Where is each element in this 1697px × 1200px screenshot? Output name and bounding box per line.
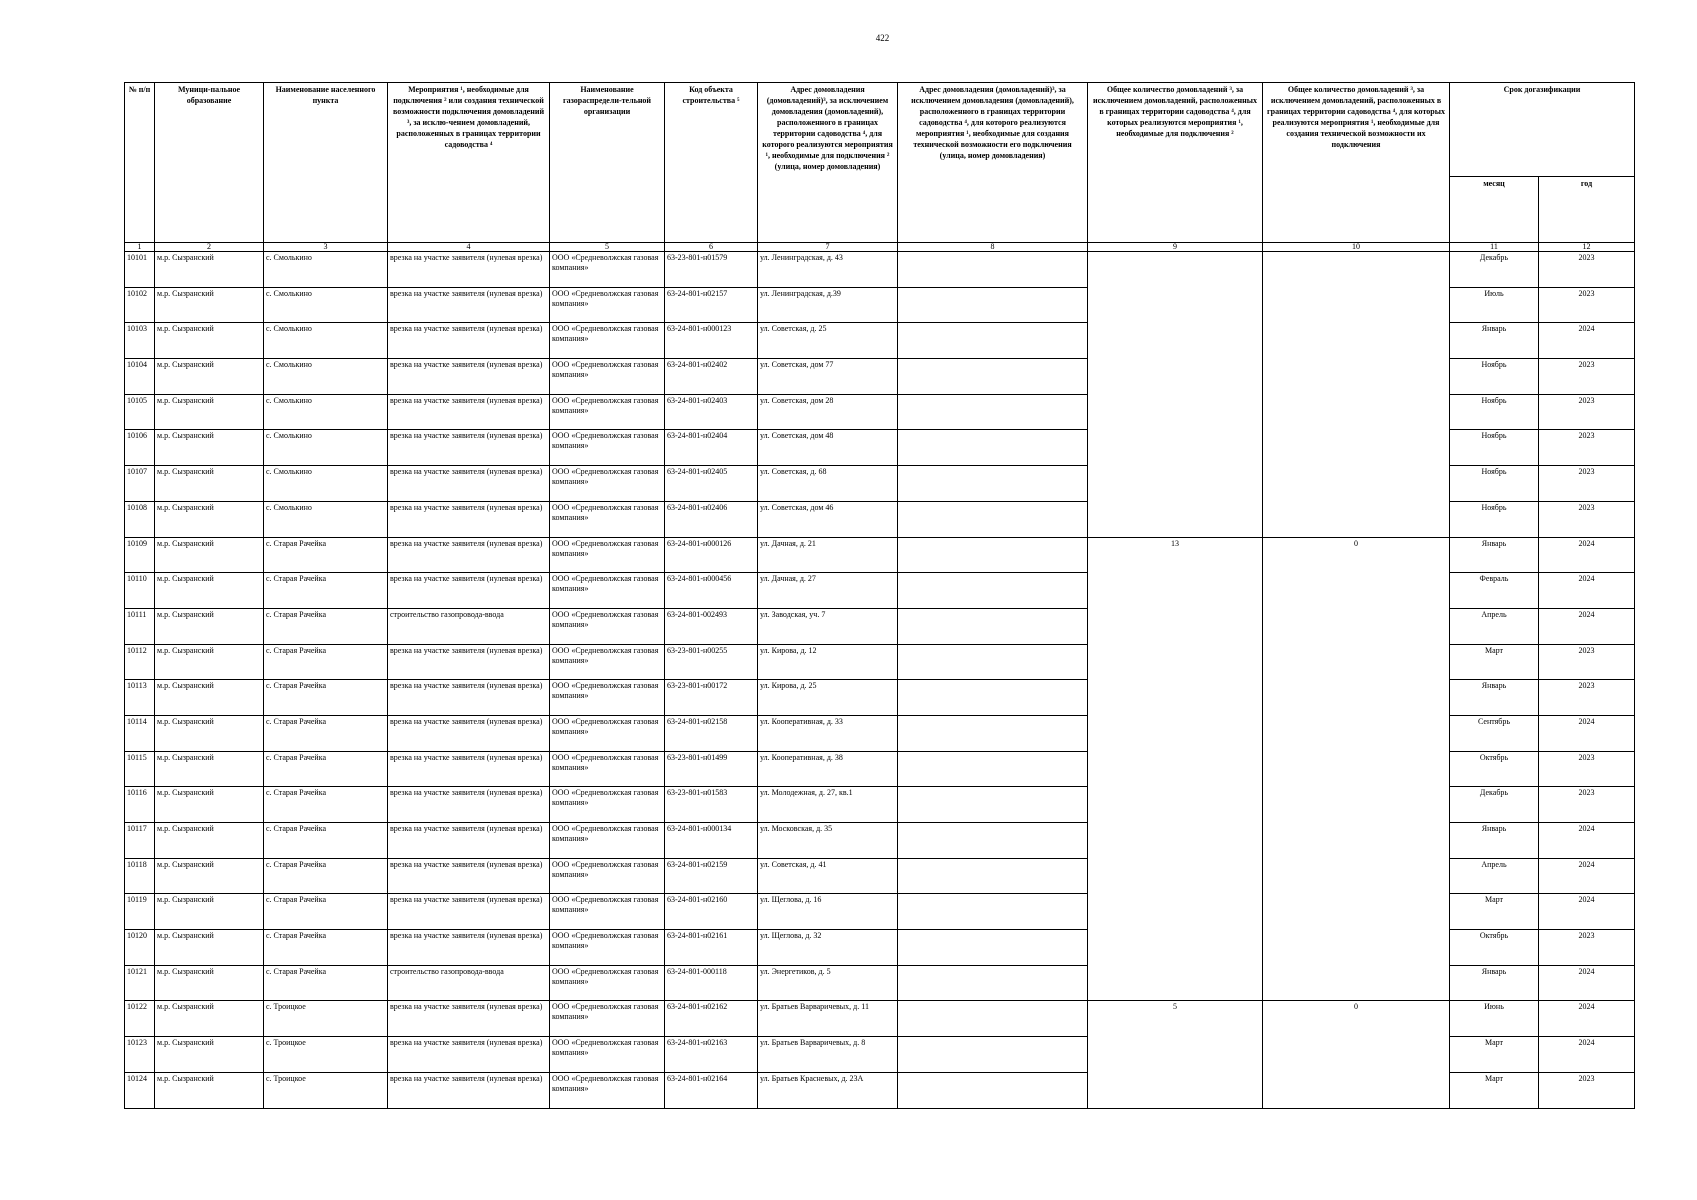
cell-measure: врезка на участке заявителя (нулевая врезка) bbox=[388, 394, 550, 430]
cell-number: 10102 bbox=[125, 287, 155, 323]
header-count-connect: Общее количество домовладений ³, за исключением домовладений, расположенных в границах территории садоводства ⁴, для которых реализуются мероприятия ¹, необходимые для подключения ² bbox=[1088, 83, 1263, 243]
cell-number: 10122 bbox=[125, 1001, 155, 1037]
header-settlement: Наименование населенного пункта bbox=[264, 83, 388, 243]
cell-month: Март bbox=[1450, 1037, 1539, 1073]
cell-municipality: м.р. Сызранский bbox=[155, 252, 264, 288]
cell-address: ул. Советская, дом 77 bbox=[758, 359, 898, 395]
cell-measure: врезка на участке заявителя (нулевая врезка) bbox=[388, 715, 550, 751]
cell-object-code: 63-23-801-н00255 bbox=[665, 644, 758, 680]
cell-object-code: 63-24-801-н02163 bbox=[665, 1037, 758, 1073]
cell-object-code: 63-23-801-н01579 bbox=[665, 252, 758, 288]
cell-settlement: с. Троицкое bbox=[264, 1001, 388, 1037]
cell-address-tech bbox=[898, 823, 1088, 859]
cell-year: 2024 bbox=[1539, 1037, 1635, 1073]
cell-measure: врезка на участке заявителя (нулевая врезка) bbox=[388, 787, 550, 823]
cell-address-tech bbox=[898, 715, 1088, 751]
header-object-code: Код объекта строительства ⁵ bbox=[665, 83, 758, 243]
column-number: 1 bbox=[125, 243, 155, 252]
cell-address-tech bbox=[898, 787, 1088, 823]
cell-month: Январь bbox=[1450, 823, 1539, 859]
table-body bbox=[125, 252, 1635, 1109]
cell-address: ул. Молодежная, д. 27, кв.1 bbox=[758, 787, 898, 823]
cell-settlement: с. Старая Рачейка bbox=[264, 823, 388, 859]
cell-object-code: 63-24-801-н02159 bbox=[665, 858, 758, 894]
cell-month: Февраль bbox=[1450, 573, 1539, 609]
cell-address-tech bbox=[898, 501, 1088, 537]
cell-measure: врезка на участке заявителя (нулевая врезка) bbox=[388, 430, 550, 466]
cell-address: ул. Советская, д. 25 bbox=[758, 323, 898, 359]
cell-municipality: м.р. Сызранский bbox=[155, 894, 264, 930]
cell-object-code: 63-24-801-н02160 bbox=[665, 894, 758, 930]
column-number: 5 bbox=[550, 243, 665, 252]
table-row bbox=[125, 252, 1635, 288]
cell-object-code: 63-24-801-н02406 bbox=[665, 501, 758, 537]
cell-year: 2024 bbox=[1539, 1001, 1635, 1037]
cell-municipality: м.р. Сызранский bbox=[155, 430, 264, 466]
cell-address: ул. Советская, дом 46 bbox=[758, 501, 898, 537]
cell-month: Июль bbox=[1450, 287, 1539, 323]
cell-year: 2023 bbox=[1539, 1072, 1635, 1108]
cell-municipality: м.р. Сызранский bbox=[155, 1037, 264, 1073]
cell-gas-organization: ООО «Средневолжская газовая компания» bbox=[550, 751, 665, 787]
cell-settlement: с. Старая Рачейка bbox=[264, 680, 388, 716]
cell-number: 10124 bbox=[125, 1072, 155, 1108]
column-number: 8 bbox=[898, 243, 1088, 252]
cell-address-tech bbox=[898, 573, 1088, 609]
cell-measure: врезка на участке заявителя (нулевая врезка) bbox=[388, 466, 550, 502]
table-row bbox=[125, 1001, 1635, 1037]
column-number: 10 bbox=[1263, 243, 1450, 252]
cell-month: Апрель bbox=[1450, 858, 1539, 894]
cell-gas-organization: ООО «Средневолжская газовая компания» bbox=[550, 787, 665, 823]
cell-settlement: с. Смолькино bbox=[264, 394, 388, 430]
cell-gas-organization: ООО «Средневолжская газовая компания» bbox=[550, 930, 665, 966]
cell-year: 2023 bbox=[1539, 644, 1635, 680]
header-month: месяц bbox=[1450, 177, 1539, 243]
cell-count-tech bbox=[1263, 252, 1450, 538]
cell-object-code: 63-24-801-н02403 bbox=[665, 394, 758, 430]
cell-year: 2024 bbox=[1539, 823, 1635, 859]
cell-settlement: с. Старая Рачейка bbox=[264, 715, 388, 751]
cell-year: 2024 bbox=[1539, 894, 1635, 930]
cell-address-tech bbox=[898, 1037, 1088, 1073]
cell-settlement: с. Троицкое bbox=[264, 1072, 388, 1108]
header-gas-organization: Наименование газораспредели-тельной организации bbox=[550, 83, 665, 243]
cell-count-connect: 13 bbox=[1088, 537, 1263, 1001]
cell-settlement: с. Смолькино bbox=[264, 359, 388, 395]
cell-municipality: м.р. Сызранский bbox=[155, 359, 264, 395]
cell-year: 2024 bbox=[1539, 608, 1635, 644]
cell-measure: врезка на участке заявителя (нулевая врезка) bbox=[388, 323, 550, 359]
cell-municipality: м.р. Сызранский bbox=[155, 323, 264, 359]
cell-number: 10123 bbox=[125, 1037, 155, 1073]
page-number: 422 bbox=[875, 33, 890, 43]
cell-month: Сентябрь bbox=[1450, 715, 1539, 751]
cell-object-code: 63-24-801-н02402 bbox=[665, 359, 758, 395]
cell-municipality: м.р. Сызранский bbox=[155, 287, 264, 323]
header-count-tech: Общее количество домовладений ³, за исключением домовладений, расположенных в границах территории садоводства ⁴, для которых реализуются мероприятия ¹, необходимые для создания технической возможности их подключения bbox=[1263, 83, 1450, 243]
column-numbers-row bbox=[125, 243, 1635, 252]
cell-gas-organization: ООО «Средневолжская газовая компания» bbox=[550, 644, 665, 680]
cell-gas-organization: ООО «Средневолжская газовая компания» bbox=[550, 965, 665, 1001]
cell-object-code: 63-24-801-н000134 bbox=[665, 823, 758, 859]
cell-gas-organization: ООО «Средневолжская газовая компания» bbox=[550, 680, 665, 716]
cell-number: 10109 bbox=[125, 537, 155, 573]
cell-number: 10120 bbox=[125, 930, 155, 966]
cell-municipality: м.р. Сызранский bbox=[155, 965, 264, 1001]
gasification-table bbox=[124, 82, 1635, 1109]
cell-year: 2024 bbox=[1539, 965, 1635, 1001]
cell-settlement: с. Старая Рачейка bbox=[264, 930, 388, 966]
cell-number: 10113 bbox=[125, 680, 155, 716]
cell-month: Ноябрь bbox=[1450, 501, 1539, 537]
column-number: 9 bbox=[1088, 243, 1263, 252]
cell-municipality: м.р. Сызранский bbox=[155, 1001, 264, 1037]
cell-settlement: с. Троицкое bbox=[264, 1037, 388, 1073]
cell-month: Январь bbox=[1450, 680, 1539, 716]
cell-address-tech bbox=[898, 1072, 1088, 1108]
cell-number: 10103 bbox=[125, 323, 155, 359]
cell-address-tech bbox=[898, 965, 1088, 1001]
cell-measure: врезка на участке заявителя (нулевая врезка) bbox=[388, 537, 550, 573]
cell-address: ул. Дачная, д. 27 bbox=[758, 573, 898, 609]
cell-gas-organization: ООО «Средневолжская газовая компания» bbox=[550, 430, 665, 466]
header-number: № п/п bbox=[125, 83, 155, 243]
cell-measure: врезка на участке заявителя (нулевая врезка) bbox=[388, 573, 550, 609]
cell-year: 2023 bbox=[1539, 252, 1635, 288]
cell-address-tech bbox=[898, 894, 1088, 930]
header-address-tech: Адрес домовладения (домовладений)³, за исключением домовладения (домовладений), расположенного в границах территории садоводства ⁴, для которого реализуются мероприятия ¹, необходимые для создания технической возможности его подключения (улица, номер домовладения) bbox=[898, 83, 1088, 243]
cell-number: 10111 bbox=[125, 608, 155, 644]
cell-number: 10110 bbox=[125, 573, 155, 609]
cell-year: 2023 bbox=[1539, 430, 1635, 466]
cell-month: Ноябрь bbox=[1450, 430, 1539, 466]
cell-settlement: с. Старая Рачейка bbox=[264, 537, 388, 573]
cell-object-code: 63-23-801-н01499 bbox=[665, 751, 758, 787]
cell-number: 10114 bbox=[125, 715, 155, 751]
cell-address: ул. Ленинградская, д. 43 bbox=[758, 252, 898, 288]
cell-number: 10118 bbox=[125, 858, 155, 894]
cell-address: ул. Московская, д. 35 bbox=[758, 823, 898, 859]
cell-gas-organization: ООО «Средневолжская газовая компания» bbox=[550, 252, 665, 288]
cell-measure: врезка на участке заявителя (нулевая врезка) bbox=[388, 751, 550, 787]
cell-year: 2023 bbox=[1539, 680, 1635, 716]
cell-count-connect: 5 bbox=[1088, 1001, 1263, 1108]
cell-count-tech: 0 bbox=[1263, 1001, 1450, 1108]
cell-municipality: м.р. Сызранский bbox=[155, 501, 264, 537]
cell-municipality: м.р. Сызранский bbox=[155, 787, 264, 823]
cell-month: Апрель bbox=[1450, 608, 1539, 644]
cell-number: 10115 bbox=[125, 751, 155, 787]
column-number: 7 bbox=[758, 243, 898, 252]
cell-object-code: 63-24-801-н02158 bbox=[665, 715, 758, 751]
cell-object-code: 63-24-801-н02157 bbox=[665, 287, 758, 323]
cell-month: Ноябрь bbox=[1450, 359, 1539, 395]
cell-year: 2023 bbox=[1539, 466, 1635, 502]
table-row bbox=[125, 537, 1635, 573]
cell-year: 2023 bbox=[1539, 787, 1635, 823]
cell-settlement: с. Смолькино bbox=[264, 323, 388, 359]
cell-address: ул. Кооперативная, д. 33 bbox=[758, 715, 898, 751]
cell-measure: врезка на участке заявителя (нулевая врезка) bbox=[388, 287, 550, 323]
cell-address: ул. Советская, д. 68 bbox=[758, 466, 898, 502]
cell-year: 2023 bbox=[1539, 394, 1635, 430]
cell-measure: врезка на участке заявителя (нулевая врезка) bbox=[388, 644, 550, 680]
cell-year: 2024 bbox=[1539, 537, 1635, 573]
cell-gas-organization: ООО «Средневолжская газовая компания» bbox=[550, 323, 665, 359]
cell-settlement: с. Старая Рачейка bbox=[264, 751, 388, 787]
cell-settlement: с. Старая Рачейка bbox=[264, 787, 388, 823]
cell-address-tech bbox=[898, 644, 1088, 680]
cell-address-tech bbox=[898, 287, 1088, 323]
cell-count-tech: 0 bbox=[1263, 537, 1450, 1001]
cell-year: 2024 bbox=[1539, 323, 1635, 359]
cell-month: Январь bbox=[1450, 965, 1539, 1001]
cell-address-tech bbox=[898, 430, 1088, 466]
cell-year: 2023 bbox=[1539, 751, 1635, 787]
cell-address: ул. Дачная, д. 21 bbox=[758, 537, 898, 573]
cell-gas-organization: ООО «Средневолжская газовая компания» bbox=[550, 537, 665, 573]
header-deadline: Срок догазификации bbox=[1450, 83, 1635, 177]
cell-number: 10117 bbox=[125, 823, 155, 859]
cell-address: ул. Кирова, д. 12 bbox=[758, 644, 898, 680]
column-number: 12 bbox=[1539, 243, 1635, 252]
header-row-1 bbox=[125, 83, 1635, 177]
cell-gas-organization: ООО «Средневолжская газовая компания» bbox=[550, 894, 665, 930]
cell-month: Декабрь bbox=[1450, 252, 1539, 288]
cell-gas-organization: ООО «Средневолжская газовая компания» bbox=[550, 287, 665, 323]
cell-measure: врезка на участке заявителя (нулевая врезка) bbox=[388, 823, 550, 859]
cell-settlement: с. Старая Рачейка bbox=[264, 894, 388, 930]
cell-month: Октябрь bbox=[1450, 751, 1539, 787]
cell-address: ул. Советская, д. 41 bbox=[758, 858, 898, 894]
cell-address: ул. Братьев Красневых, д. 23А bbox=[758, 1072, 898, 1108]
cell-address-tech bbox=[898, 252, 1088, 288]
cell-address-tech bbox=[898, 537, 1088, 573]
header-address-connect: Адрес домовладения (домовладений)³, за исключением домовладения (домовладений), расположенного в границах территории садоводства ⁴, для которого реализуются мероприятия ¹, необходимые для подключения ² (улица, номер домовладения) bbox=[758, 83, 898, 243]
cell-municipality: м.р. Сызранский bbox=[155, 608, 264, 644]
cell-object-code: 63-24-801-000118 bbox=[665, 965, 758, 1001]
cell-address: ул. Братьев Варваричевых, д. 11 bbox=[758, 1001, 898, 1037]
cell-address-tech bbox=[898, 930, 1088, 966]
cell-year: 2024 bbox=[1539, 858, 1635, 894]
cell-month: Март bbox=[1450, 1072, 1539, 1108]
cell-municipality: м.р. Сызранский bbox=[155, 466, 264, 502]
cell-address-tech bbox=[898, 608, 1088, 644]
cell-municipality: м.р. Сызранский bbox=[155, 680, 264, 716]
cell-gas-organization: ООО «Средневолжская газовая компания» bbox=[550, 823, 665, 859]
cell-municipality: м.р. Сызранский bbox=[155, 823, 264, 859]
cell-settlement: с. Смолькино bbox=[264, 430, 388, 466]
cell-number: 10101 bbox=[125, 252, 155, 288]
cell-number: 10104 bbox=[125, 359, 155, 395]
cell-year: 2024 bbox=[1539, 573, 1635, 609]
cell-address-tech bbox=[898, 359, 1088, 395]
cell-municipality: м.р. Сызранский bbox=[155, 930, 264, 966]
cell-number: 10121 bbox=[125, 965, 155, 1001]
cell-measure: врезка на участке заявителя (нулевая врезка) bbox=[388, 680, 550, 716]
cell-gas-organization: ООО «Средневолжская газовая компания» bbox=[550, 1037, 665, 1073]
cell-number: 10108 bbox=[125, 501, 155, 537]
cell-address: ул. Кирова, д. 25 bbox=[758, 680, 898, 716]
cell-measure: строительство газопровода-ввода bbox=[388, 608, 550, 644]
cell-object-code: 63-23-801-н01583 bbox=[665, 787, 758, 823]
cell-month: Ноябрь bbox=[1450, 394, 1539, 430]
cell-municipality: м.р. Сызранский bbox=[155, 394, 264, 430]
cell-month: Ноябрь bbox=[1450, 466, 1539, 502]
cell-measure: врезка на участке заявителя (нулевая врезка) bbox=[388, 1037, 550, 1073]
cell-gas-organization: ООО «Средневолжская газовая компания» bbox=[550, 858, 665, 894]
cell-number: 10106 bbox=[125, 430, 155, 466]
cell-municipality: м.р. Сызранский bbox=[155, 1072, 264, 1108]
cell-object-code: 63-24-801-002493 bbox=[665, 608, 758, 644]
cell-address: ул. Энергетиков, д. 5 bbox=[758, 965, 898, 1001]
cell-municipality: м.р. Сызранский bbox=[155, 644, 264, 680]
cell-object-code: 63-23-801-н00172 bbox=[665, 680, 758, 716]
cell-object-code: 63-24-801-н02161 bbox=[665, 930, 758, 966]
cell-number: 10112 bbox=[125, 644, 155, 680]
cell-month: Июнь bbox=[1450, 1001, 1539, 1037]
cell-municipality: м.р. Сызранский bbox=[155, 751, 264, 787]
column-number: 3 bbox=[264, 243, 388, 252]
cell-number: 10105 bbox=[125, 394, 155, 430]
cell-address-tech bbox=[898, 751, 1088, 787]
cell-gas-organization: ООО «Средневолжская газовая компания» bbox=[550, 1001, 665, 1037]
cell-settlement: с. Старая Рачейка bbox=[264, 965, 388, 1001]
cell-count-connect bbox=[1088, 252, 1263, 538]
cell-gas-organization: ООО «Средневолжская газовая компания» bbox=[550, 466, 665, 502]
cell-measure: врезка на участке заявителя (нулевая врезка) bbox=[388, 1001, 550, 1037]
cell-object-code: 63-24-801-н02162 bbox=[665, 1001, 758, 1037]
cell-number: 10116 bbox=[125, 787, 155, 823]
cell-address: ул. Советская, дом 48 bbox=[758, 430, 898, 466]
cell-object-code: 63-24-801-н000456 bbox=[665, 573, 758, 609]
cell-month: Январь bbox=[1450, 323, 1539, 359]
cell-measure: врезка на участке заявителя (нулевая врезка) bbox=[388, 501, 550, 537]
cell-settlement: с. Смолькино bbox=[264, 501, 388, 537]
cell-settlement: с. Старая Рачейка bbox=[264, 858, 388, 894]
cell-address-tech bbox=[898, 323, 1088, 359]
header-municipality: Муници-пальное образование bbox=[155, 83, 264, 243]
cell-object-code: 63-24-801-н02405 bbox=[665, 466, 758, 502]
cell-address: ул. Кооперативная, д. 38 bbox=[758, 751, 898, 787]
cell-measure: врезка на участке заявителя (нулевая врезка) bbox=[388, 1072, 550, 1108]
cell-year: 2023 bbox=[1539, 501, 1635, 537]
cell-gas-organization: ООО «Средневолжская газовая компания» bbox=[550, 359, 665, 395]
cell-measure: строительство газопровода-ввода bbox=[388, 965, 550, 1001]
cell-address-tech bbox=[898, 1001, 1088, 1037]
cell-object-code: 63-24-801-н02404 bbox=[665, 430, 758, 466]
cell-settlement: с. Старая Рачейка bbox=[264, 644, 388, 680]
cell-address: ул. Щеглова, д. 32 bbox=[758, 930, 898, 966]
cell-address-tech bbox=[898, 680, 1088, 716]
cell-address: ул. Братьев Варваричевых, д. 8 bbox=[758, 1037, 898, 1073]
cell-year: 2023 bbox=[1539, 359, 1635, 395]
cell-measure: врезка на участке заявителя (нулевая врезка) bbox=[388, 359, 550, 395]
column-number: 11 bbox=[1450, 243, 1539, 252]
column-number: 2 bbox=[155, 243, 264, 252]
cell-month: Январь bbox=[1450, 537, 1539, 573]
cell-measure: врезка на участке заявителя (нулевая врезка) bbox=[388, 894, 550, 930]
cell-month: Март bbox=[1450, 644, 1539, 680]
cell-year: 2023 bbox=[1539, 930, 1635, 966]
cell-gas-organization: ООО «Средневолжская газовая компания» bbox=[550, 394, 665, 430]
cell-municipality: м.р. Сызранский bbox=[155, 537, 264, 573]
cell-settlement: с. Старая Рачейка bbox=[264, 608, 388, 644]
cell-number: 10107 bbox=[125, 466, 155, 502]
cell-address-tech bbox=[898, 858, 1088, 894]
cell-year: 2023 bbox=[1539, 287, 1635, 323]
cell-settlement: с. Смолькино bbox=[264, 252, 388, 288]
cell-gas-organization: ООО «Средневолжская газовая компания» bbox=[550, 608, 665, 644]
cell-month: Март bbox=[1450, 894, 1539, 930]
cell-settlement: с. Смолькино bbox=[264, 287, 388, 323]
cell-address: ул. Ленинградская, д.39 bbox=[758, 287, 898, 323]
cell-month: Октябрь bbox=[1450, 930, 1539, 966]
cell-gas-organization: ООО «Средневолжская газовая компания» bbox=[550, 573, 665, 609]
cell-address: ул. Советская, дом 28 bbox=[758, 394, 898, 430]
cell-settlement: с. Смолькино bbox=[264, 466, 388, 502]
cell-address-tech bbox=[898, 394, 1088, 430]
cell-gas-organization: ООО «Средневолжская газовая компания» bbox=[550, 1072, 665, 1108]
cell-number: 10119 bbox=[125, 894, 155, 930]
cell-object-code: 63-24-801-н000126 bbox=[665, 537, 758, 573]
column-number: 4 bbox=[388, 243, 550, 252]
cell-object-code: 63-24-801-н02164 bbox=[665, 1072, 758, 1108]
cell-municipality: м.р. Сызранский bbox=[155, 715, 264, 751]
cell-month: Декабрь bbox=[1450, 787, 1539, 823]
cell-measure: врезка на участке заявителя (нулевая врезка) bbox=[388, 858, 550, 894]
cell-gas-organization: ООО «Средневолжская газовая компания» bbox=[550, 501, 665, 537]
cell-address: ул. Щеглова, д. 16 bbox=[758, 894, 898, 930]
column-number: 6 bbox=[665, 243, 758, 252]
cell-address-tech bbox=[898, 466, 1088, 502]
header-measures: Мероприятия ¹, необходимые для подключения ² или создания технической возможности подключения домовладений ³, за исклю-чением домовладений, расположенных в границах территории садоводства ⁴ bbox=[388, 83, 550, 243]
cell-year: 2024 bbox=[1539, 715, 1635, 751]
cell-address: ул. Заводская, уч. 7 bbox=[758, 608, 898, 644]
cell-measure: врезка на участке заявителя (нулевая врезка) bbox=[388, 252, 550, 288]
header-year: год bbox=[1539, 177, 1635, 243]
cell-measure: врезка на участке заявителя (нулевая врезка) bbox=[388, 930, 550, 966]
cell-municipality: м.р. Сызранский bbox=[155, 573, 264, 609]
cell-gas-organization: ООО «Средневолжская газовая компания» bbox=[550, 715, 665, 751]
cell-object-code: 63-24-801-н000123 bbox=[665, 323, 758, 359]
cell-settlement: с. Старая Рачейка bbox=[264, 573, 388, 609]
cell-municipality: м.р. Сызранский bbox=[155, 858, 264, 894]
